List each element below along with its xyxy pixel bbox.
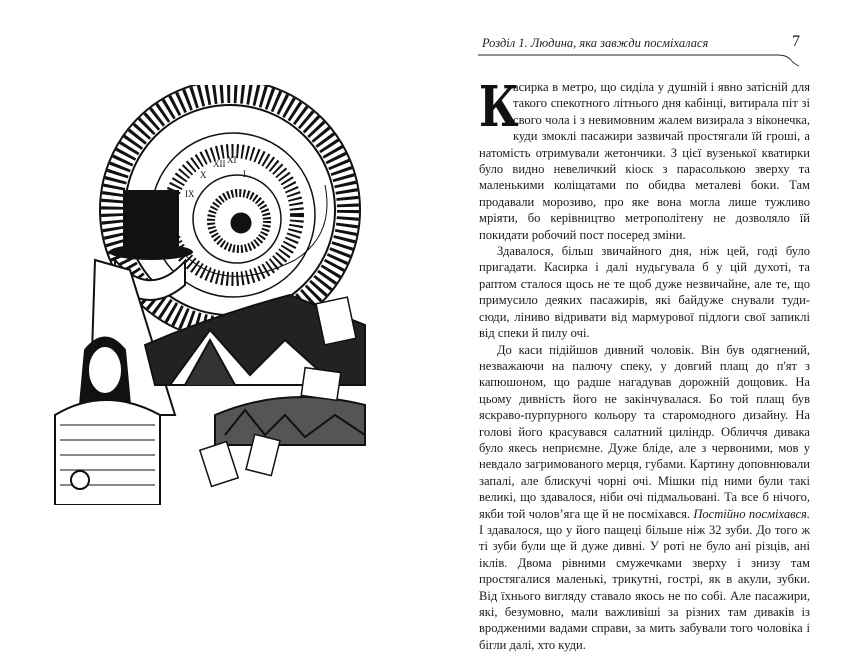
emphasis-text: Постійно посміхався. bbox=[693, 507, 810, 521]
clock-numeral: I bbox=[243, 169, 246, 179]
paragraph bbox=[479, 342, 810, 653]
ink-illustration bbox=[35, 85, 380, 505]
paragraph-text: І здавалося, що у його пащеці більше ніж 32 зуби. До того ж ті зуби були ще й дуже дивні. У роті не було ані різців, ані іклів. Двома рівними смужечками зверху і знизу там простягалися маленькі, трикутні, гострі, як в акули, зубки. Від їхнього вигляду ставало якось не по собі. Але пасажири, які, безумовно, мали важливіші за різних там диваків із вродженими вадами справи, за мить забували того чоловіка і бігли далі, хто куди. bbox=[479, 523, 810, 652]
paragraph: Здавалося, більш звичайного дня, ніж цей, годі було пригадати. Касирка і далі нудьгувала б у цій духоті, та раптом сталося щось не те щоб дуже незвичайне, але те, що примусило деяких пасажирів, які байдуже снували туди-сюди, ліниво відривати від мармурової підлоги свої запиклі від спеки й пилу очі. bbox=[479, 243, 810, 341]
paragraph-text: До каси підійшов дивний чоловік. Він був одягнений, незважаючи на палючу спеку, у довгий плащ до п'ят з капюшоном, що радше нагадував дорожній дощовик. На цьому дивність його не закінчувалася. Бо той плащ був яскраво-пурпурного кольору та старомодного дизайну. На голові його красувався салатний циліндр. Обличчя дивака було якесь неприємне. Дуже бліде, але з червоними, мов у невдало загримованого мерця, губами. Картину доповнювали запалі, але блискучі чорні очі. Мішки під ними були такі великі, що здавалося, ніби очі підмальовані. Та все б нічого, якби той чоловʼяга ще й не посміхався. bbox=[479, 343, 810, 521]
chapter-title: Розділ 1. Людина, яка завжди посміхалася bbox=[482, 36, 708, 51]
clock-numeral: XII bbox=[213, 159, 226, 169]
paragraph bbox=[479, 79, 810, 243]
paragraph-text: асирка в метро, що сиділа у душній і явно затісній для такого спекотного літнього дня кабінці, витирала піт зі свого чола і з невимовним жалем визирала з віконечка, куди змоклі пасажири зазвичай простягали їй гроші, а натомість отримували жетончики. З цієї вузенької кватирки було видно невеличкий кіоск з парасолькою зверху та маленькими коліщатами по обидва металеві боки. Там продавали морозиво, про яке вона могла лише тужливо мріяти, бо керівництво метрополітену не дозволяло їй покидати робочий пост посеред зміни. bbox=[479, 80, 810, 242]
drop-cap: К bbox=[479, 83, 501, 137]
clock-numeral: X bbox=[200, 170, 207, 180]
header-divider bbox=[478, 53, 800, 67]
running-header bbox=[478, 33, 808, 55]
clock-numeral: IX bbox=[185, 189, 195, 199]
clock-numeral: XI bbox=[227, 155, 237, 165]
chapter-body-text bbox=[479, 79, 810, 653]
page-number: 7 bbox=[792, 33, 800, 51]
